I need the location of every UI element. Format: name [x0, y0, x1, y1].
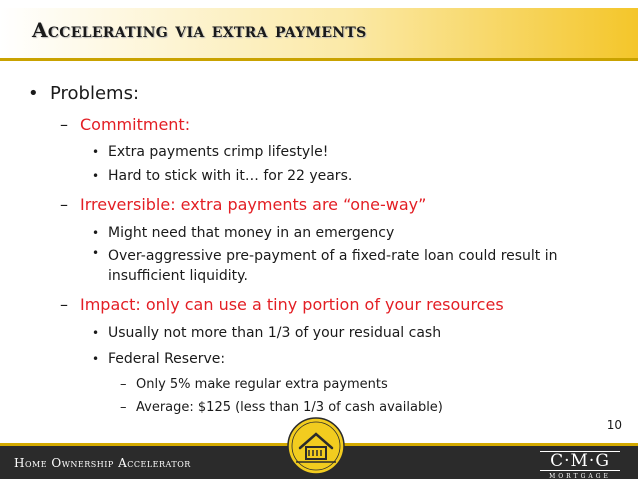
bullet-marker: • — [92, 326, 100, 340]
dash-marker: – — [60, 115, 68, 134]
bullet-marker: • — [92, 145, 100, 159]
dash-marker: – — [60, 195, 68, 214]
list-item — [120, 377, 388, 392]
list-item — [92, 351, 225, 367]
dash-marker: – — [120, 400, 127, 415]
list-item-text: Federal Reserve: — [108, 351, 226, 367]
list-item — [120, 400, 443, 415]
bullet-marker: • — [92, 246, 100, 260]
subbullet-impact — [60, 295, 504, 314]
subbullet-commitment-label: Commitment: — [80, 115, 191, 134]
dash-marker: – — [60, 295, 68, 314]
list-item-text: Extra payments crimp lifestyle! — [108, 144, 329, 160]
bullet-marker: • — [28, 83, 39, 104]
slide-title: Accelerating via extra payments — [32, 18, 367, 42]
dash-marker: – — [120, 377, 127, 392]
subbullet-irreversible-label: Irreversible: extra payments are “one-way” — [80, 195, 427, 214]
brand-logo-main: C·M·G — [540, 451, 620, 471]
page-number: 10 — [606, 418, 622, 432]
list-item — [92, 144, 328, 160]
list-item — [92, 246, 588, 286]
brand-logo — [540, 451, 620, 479]
list-item-text: Over-aggressive pre-payment of a fixed-rate loan could result in insufficient liquidity. — [108, 248, 558, 284]
list-item-text: Might need that money in an emergency — [108, 225, 395, 241]
brand-logo-sub: MORTGAGE — [549, 473, 611, 480]
bullet-marker: • — [92, 226, 100, 240]
list-item-text: Only 5% make regular extra payments — [136, 377, 388, 392]
subbullet-impact-label: Impact: only can use a tiny portion of your resources — [80, 295, 504, 314]
bullet-marker: • — [92, 352, 100, 366]
list-item-text: Average: $125 (less than 1/3 of cash available) — [136, 400, 443, 415]
list-item — [92, 325, 441, 341]
house-emblem-icon — [286, 416, 346, 476]
list-item-text: Usually not more than 1/3 of your residual cash — [108, 325, 442, 341]
list-item-text: Hard to stick with it… for 22 years. — [108, 168, 353, 184]
footer-title: Home Ownership Accelerator — [14, 456, 191, 470]
title-divider — [0, 58, 638, 61]
list-item — [92, 168, 352, 184]
bullet-problems — [28, 83, 139, 104]
bullet-marker: • — [92, 169, 100, 183]
subbullet-commitment — [60, 115, 190, 134]
list-item — [92, 225, 394, 241]
bullet-problems-label: Problems: — [50, 83, 140, 104]
subbullet-irreversible — [60, 195, 426, 214]
